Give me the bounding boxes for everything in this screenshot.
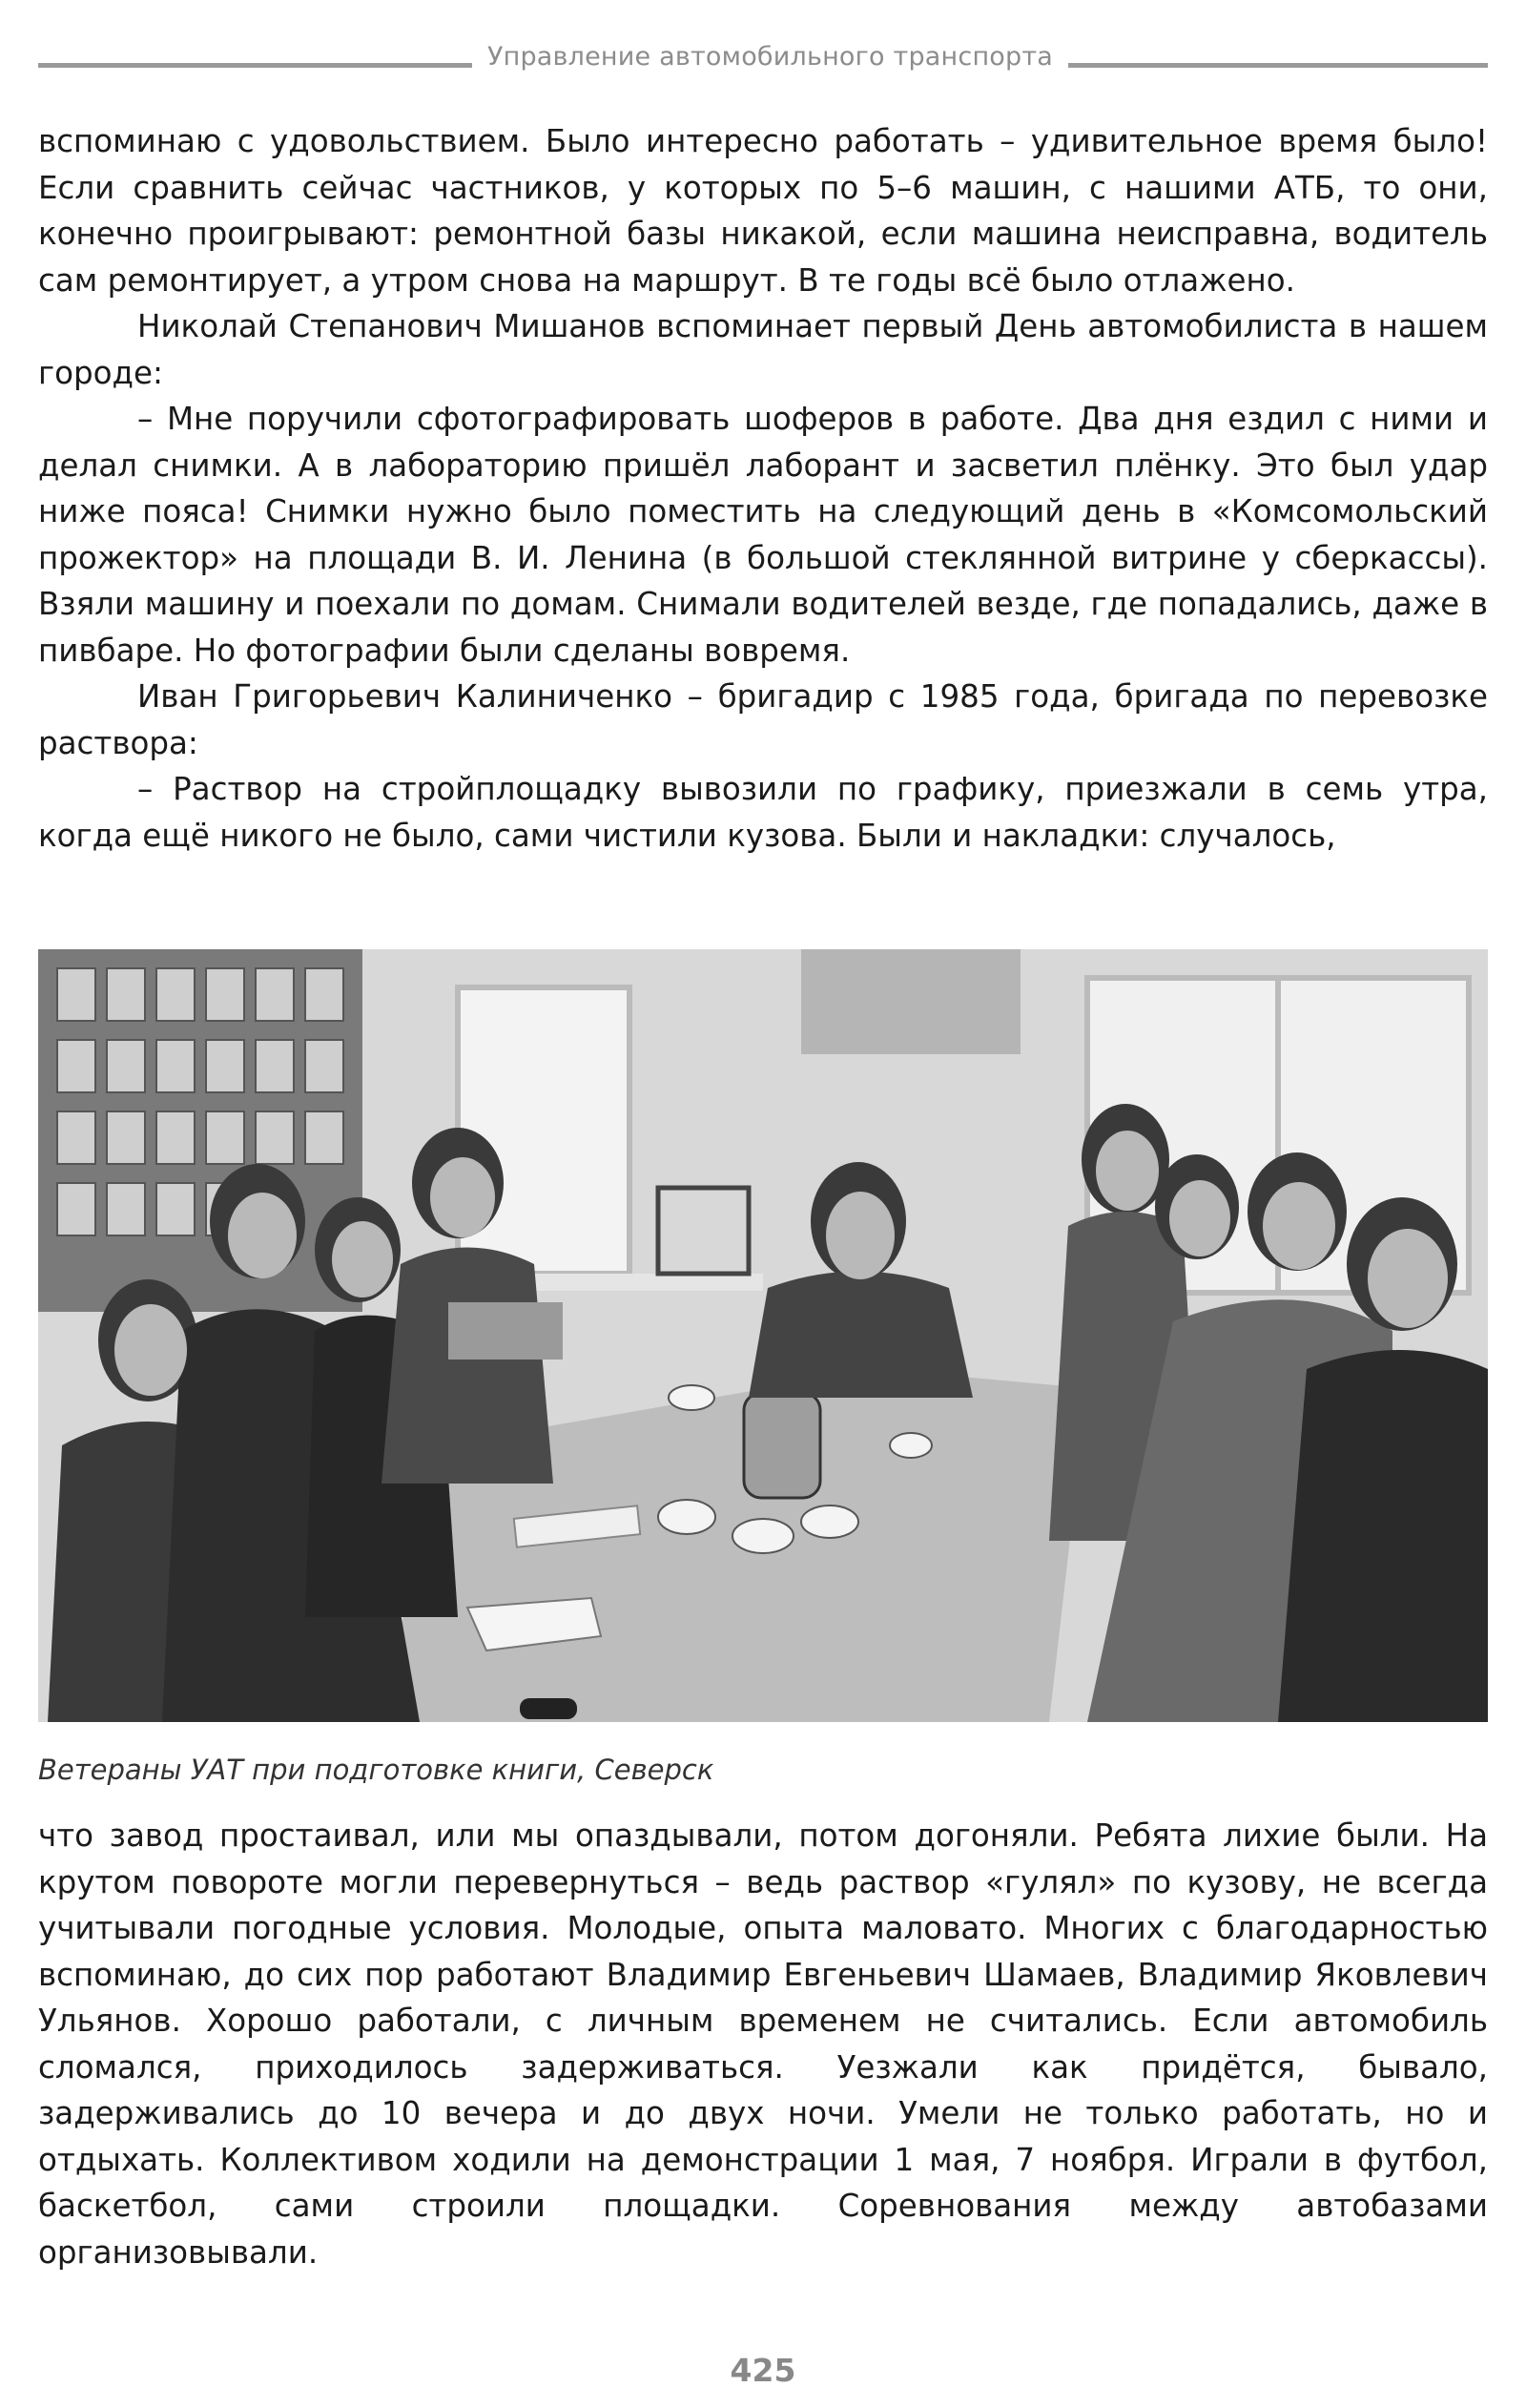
photo-caption: Ветераны УАТ при подготовке книги, Северск (38, 1754, 714, 1786)
running-head-rule-left (38, 63, 472, 68)
running-head (38, 42, 1488, 80)
page-number: 425 (730, 2352, 796, 2389)
paragraph: – Мне поручили сфотографировать шоферов в работе. Два дня ездил с ними и делал снимки. А в лабораторию пришёл лаборант и засветил плёнку. Это был удар ниже пояса! Снимки нужно было поместить на следующий день в «Комсомольский прожектор» на площади В. И. Ленина (в большой стеклянной витрине у сберкассы). Взяли машину и поехали по домам. Снимали водителей везде, где попадались, даже в пивбаре. Но фотографии были сделаны вовремя. (38, 401, 1488, 669)
paragraph: Иван Григорьевич Калиниченко – бригадир с 1985 года, бригада по перевозке раствора: (38, 678, 1488, 761)
paragraph: Николай Степанович Мишанов вспоминает первый День автомобилиста в нашем городе: (38, 308, 1488, 391)
paragraph: – Раствор на стройплощадку вывозили по графику, приезжали в семь утра, когда ещё никого не было, сами чистили кузова. Были и накладки: случалось, (38, 771, 1488, 854)
photo-veterans-meeting (38, 949, 1488, 1722)
paragraph: вспоминаю с удовольствием. Было интересно работать – удивительное время было! Если сравнить сейчас частников, у которых по 5–6 машин, с нашими АТБ, то они, конечно проигрывают: ремонтной базы никакой, если машина неисправна, водитель сам ремонтирует, а утром снова на маршрут. В те годы всё было отлажено. (38, 123, 1488, 299)
running-head-title: Управление автомобильного транспорта (486, 42, 1054, 72)
photo-illustration (38, 949, 1488, 1722)
body-text-top (38, 118, 1488, 859)
body-text-bottom (38, 1813, 1488, 2275)
paragraph: что завод простаивал, или мы опаздывали, потом догоняли. Ребята лихие были. На крутом повороте могли перевернуться – ведь раствор «гулял» по кузову, не всегда учитывали погодные условия. Молодые, опыта маловато. Многих с благодарностью вспоминаю, до сих пор работают Владимир Евгеньевич Шамаев, Владимир Яковлевич Ульянов. Хорошо работали, с личным временем не считались. Если автомобиль сломался, приходилось задерживаться. Уезжали как придётся, бывало, задерживались до 10 вечера и до двух ночи. Умели не только работать, но и отдыхать. Коллективом ходили на демонстрации 1 мая, 7 ноября. Играли в футбол, баскетбол, сами строили площадки. Соревнования между автобазами организовывали. (38, 1817, 1488, 2271)
running-head-rule-right (1068, 63, 1488, 68)
